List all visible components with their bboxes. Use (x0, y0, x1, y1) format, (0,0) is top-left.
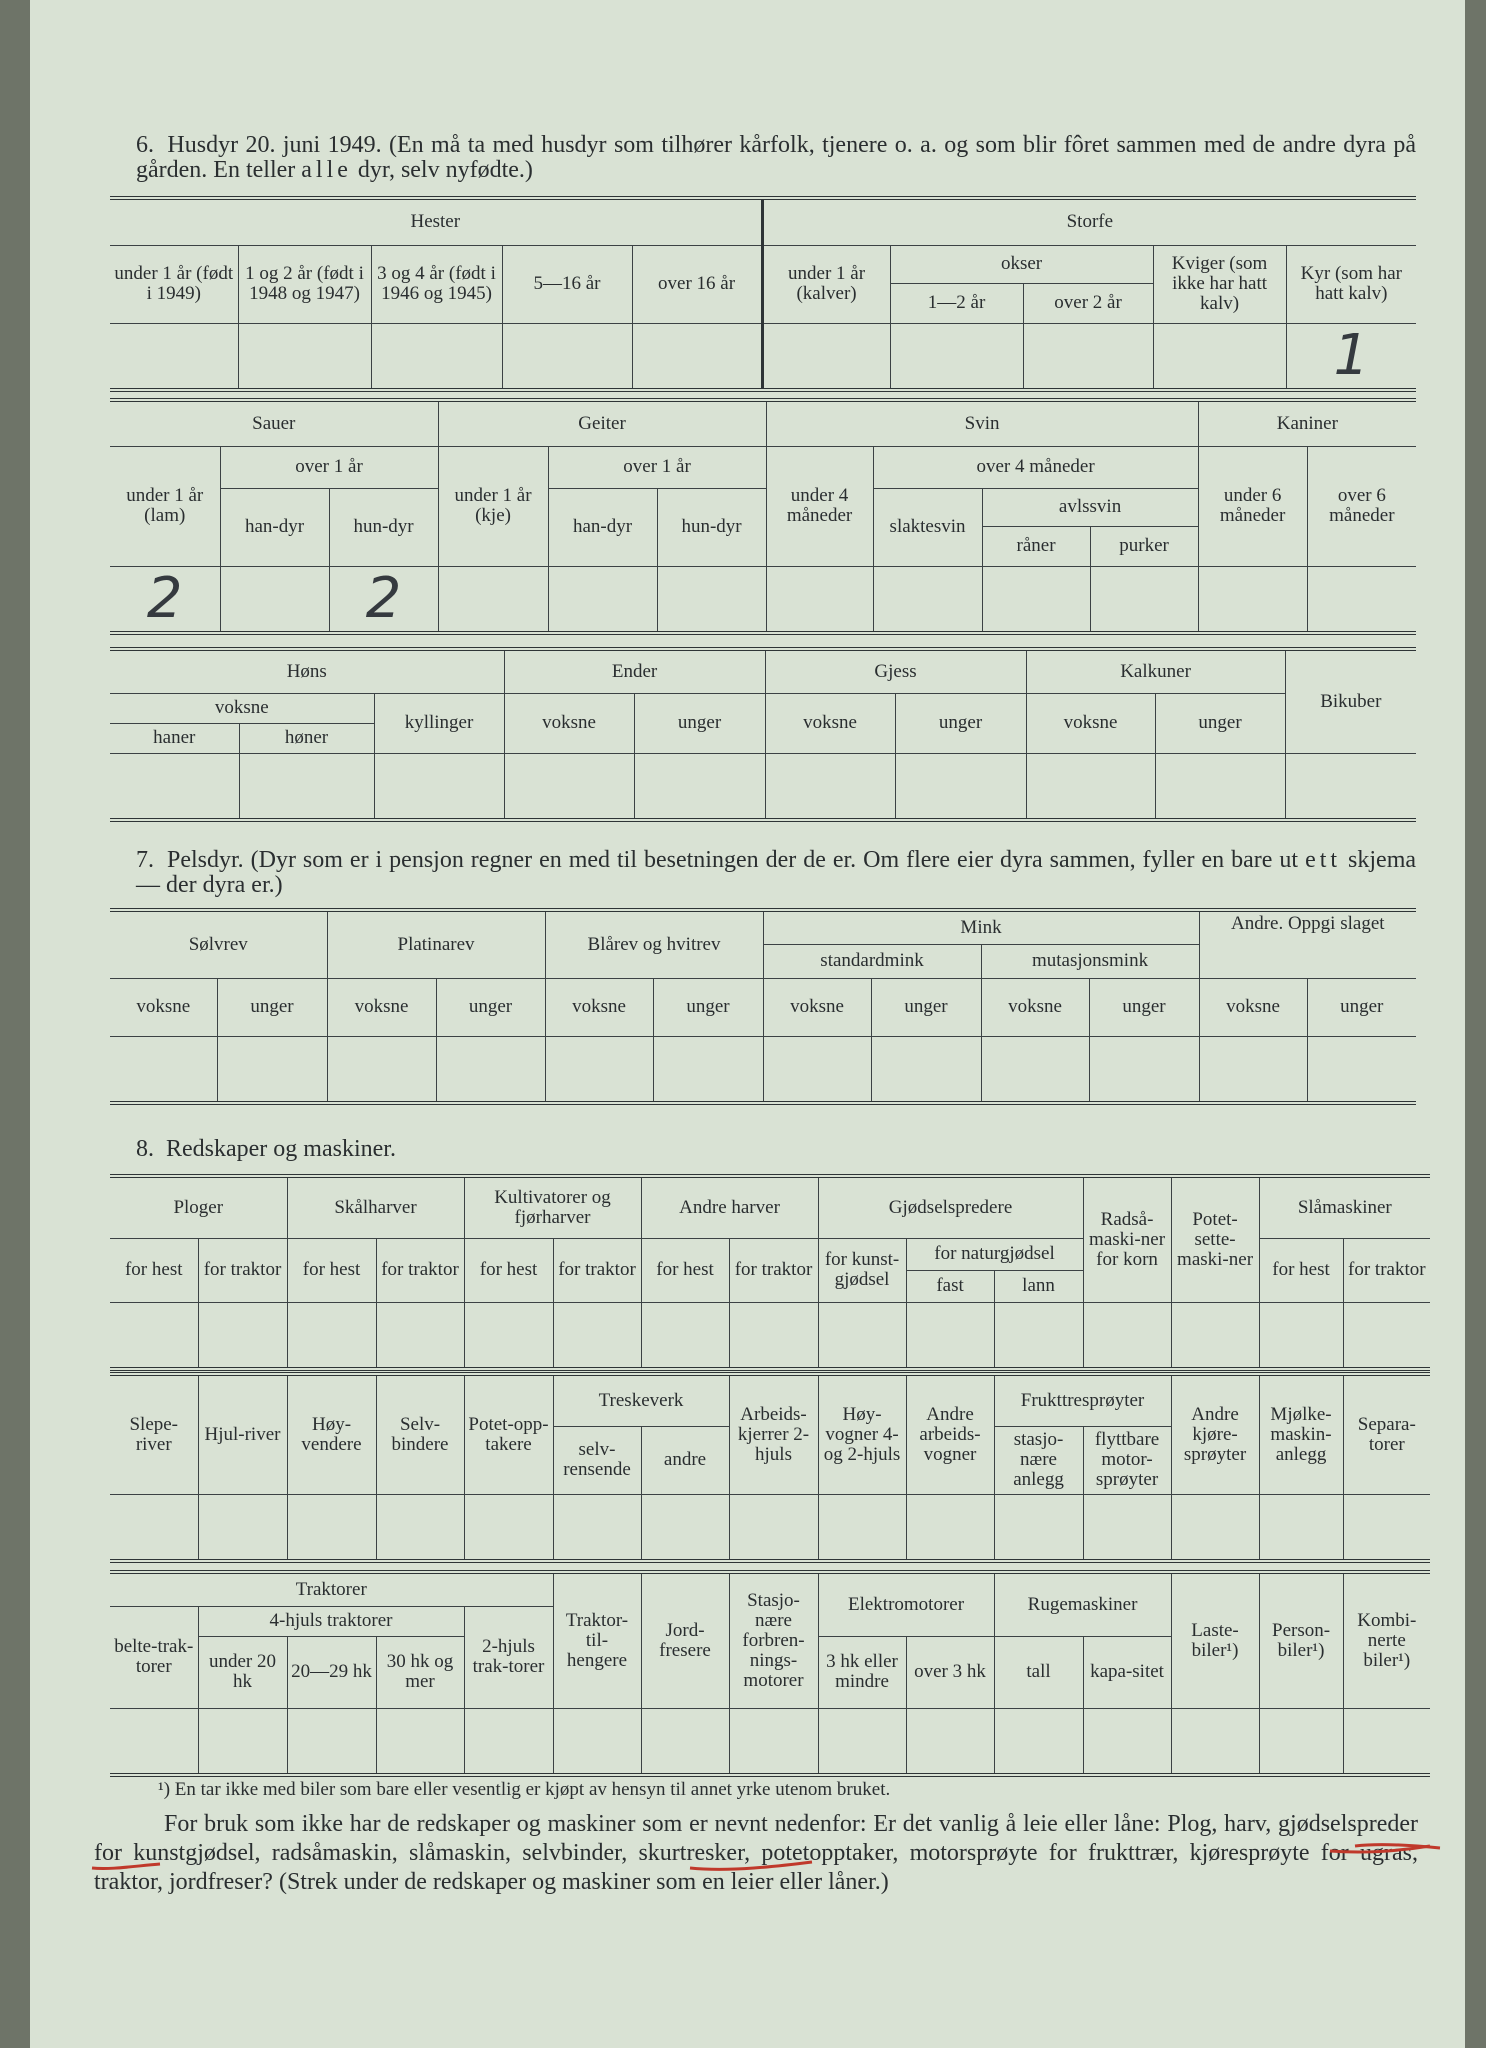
header-ploger: Ploger (110, 1176, 287, 1238)
entry-cell[interactable] (198, 1708, 287, 1775)
entry-cell[interactable] (376, 1708, 464, 1775)
col-for-naturgjodsel: for naturgjødsel (906, 1238, 1083, 1270)
col-hester-5-16: 5—16 år (502, 245, 632, 323)
table-redskaper-1 (110, 1174, 1430, 1371)
entry-cell[interactable] (110, 1302, 198, 1369)
entry-cell[interactable] (436, 1036, 545, 1103)
entry-cell[interactable] (548, 566, 657, 633)
col-svin-purker: purker (1090, 526, 1198, 566)
col-stasjonaere-anlegg: stasjo-nære anlegg (994, 1426, 1083, 1494)
col-2hjuls-traktorer: 2-hjuls trak-torer (464, 1606, 553, 1708)
col-hester-under1: under 1 år (født i 1949) (110, 245, 238, 323)
col-separatorer: Separa-torer (1343, 1374, 1430, 1494)
entry-cell[interactable] (374, 753, 504, 820)
col-voksne: voksne (763, 978, 871, 1036)
entry-cell[interactable] (818, 1302, 906, 1369)
col-unger: unger (1089, 978, 1199, 1036)
table-pelsdyr (110, 908, 1416, 1105)
entry-cell[interactable] (763, 1036, 871, 1103)
entry-cell[interactable] (198, 1494, 287, 1561)
col-hons-honer: høner (239, 723, 374, 753)
col-hester-1-2: 1 og 2 år (født i 1948 og 1947) (238, 245, 371, 323)
col-traktortilhengere: Traktor-til-hengere (553, 1572, 641, 1708)
entry-cell[interactable] (981, 1036, 1089, 1103)
entry-cell[interactable] (220, 566, 329, 633)
entry-cell[interactable] (994, 1302, 1083, 1369)
col-voksne: voksne (327, 978, 436, 1036)
col-andre-kjoresproyter: Andre kjøre-sprøyter (1171, 1374, 1259, 1494)
col-kombinerte-biler: Kombi-nerte biler¹) (1343, 1572, 1430, 1708)
entry-cell[interactable] (464, 1494, 553, 1561)
section7-title (136, 848, 1416, 898)
header-blarev: Blårev og hvitrev (545, 910, 763, 978)
entry-cell[interactable] (994, 1708, 1083, 1775)
col-for-traktor: for traktor (376, 1238, 464, 1302)
col-sauer-hundyr: hun-dyr (329, 488, 438, 566)
entry-cell[interactable] (873, 566, 982, 633)
entry-cell[interactable] (1089, 1036, 1199, 1103)
col-tall: tall (994, 1636, 1083, 1708)
section8-title (136, 1137, 396, 1162)
col-potetopptakere: Potet-opp-takere (464, 1374, 553, 1494)
col-andre-treskeverk: andre (641, 1426, 729, 1494)
header-potetsettemaskiner: Potet-sette-maski-ner (1171, 1176, 1259, 1302)
col-20-29hk: 20—29 hk (287, 1636, 376, 1708)
header-traktorer: Traktorer (110, 1572, 553, 1606)
col-okser-over2: over 2 år (1023, 283, 1153, 323)
entry-cell[interactable] (634, 753, 765, 820)
col-hons-kyllinger: kyllinger (374, 693, 504, 753)
section8-number: 8. (136, 1136, 154, 1162)
section6-title-end: dyr, selv nyfødte.) (357, 157, 533, 183)
col-for-traktor: for traktor (553, 1238, 641, 1302)
col-storfe-kyr: Kyr (som har hatt kalv) (1286, 245, 1416, 323)
header-sauer: Sauer (110, 400, 438, 446)
entry-cell[interactable] (376, 1494, 464, 1561)
col-hester-3-4: 3 og 4 år (født i 1946 og 1945) (371, 245, 502, 323)
entry-cell[interactable] (906, 1302, 994, 1369)
entry-cell[interactable] (1307, 1036, 1416, 1103)
col-for-kunstgjodsel: for kunst-gjødsel (818, 1238, 906, 1302)
entry-cell[interactable] (464, 1302, 553, 1369)
col-hons-haner: haner (110, 723, 239, 753)
entry-cell[interactable] (632, 323, 762, 390)
entry-cell[interactable] (1171, 1302, 1259, 1369)
section6-title (136, 133, 1416, 183)
entry-cell[interactable] (371, 323, 502, 390)
entry-cell[interactable] (906, 1494, 994, 1561)
entry-cell[interactable] (438, 566, 548, 633)
header-gjess: Gjess (765, 649, 1026, 693)
header-andre-pelsdyr: Andre. Oppgi slaget (1199, 910, 1416, 978)
entry-cell[interactable] (464, 1708, 553, 1775)
entry-cell[interactable] (1307, 566, 1416, 633)
col-gjess-unger: unger (895, 693, 1026, 753)
col-kalkuner-unger: unger (1155, 693, 1285, 753)
header-svin: Svin (766, 400, 1198, 446)
table-redskaper-2 (110, 1372, 1430, 1563)
header-gjodselspredere: Gjødselspredere (818, 1176, 1083, 1238)
entry-cell[interactable] (1083, 1302, 1171, 1369)
entry-cell[interactable] (110, 1708, 198, 1775)
col-voksne: voksne (110, 978, 217, 1036)
entry-cell[interactable] (1153, 323, 1286, 390)
header-mutasjonsmink: mutasjonsmink (981, 944, 1199, 978)
entry-cell[interactable] (376, 1302, 464, 1369)
entry-cell[interactable] (553, 1708, 641, 1775)
entry-cell[interactable] (553, 1494, 641, 1561)
entry-cell[interactable] (729, 1302, 818, 1369)
table-hester-storfe (110, 196, 1416, 392)
entry-cell[interactable] (327, 1036, 436, 1103)
entry-cell[interactable] (110, 753, 239, 820)
entry-cell[interactable] (765, 753, 895, 820)
header-radsamaskiner: Radså-maski-ner for korn (1083, 1176, 1171, 1302)
col-arbeidskjerrer: Arbeids-kjerrer 2-hjuls (729, 1374, 818, 1494)
col-flyttbare-motorsproyter: flyttbare motor-sprøyter (1083, 1426, 1171, 1494)
entry-cell[interactable] (906, 1708, 994, 1775)
table-fjorfe (110, 647, 1416, 822)
col-30hk-og-mer: 30 hk og mer (376, 1636, 464, 1708)
header-platinarev: Platinarev (327, 910, 545, 978)
entry-cell[interactable] (553, 1302, 641, 1369)
entry-cell[interactable] (1343, 1494, 1430, 1561)
entry-sauer-lam-value[interactable]: 2 (110, 566, 220, 633)
col-andre-arbeidsvogner: Andre arbeids-vogner (906, 1374, 994, 1494)
section6-title-emph: alle (301, 157, 352, 183)
entry-cell[interactable] (1090, 566, 1198, 633)
col-selvrensende: selv-rensende (553, 1426, 641, 1494)
col-personbiler: Person-biler¹) (1259, 1572, 1343, 1708)
section8-title-text: Redskaper og maskiner. (166, 1136, 396, 1162)
entry-cell[interactable] (545, 1036, 653, 1103)
section7-title-end: skjema — der dyra er.) (136, 847, 1417, 898)
entry-cell[interactable] (1259, 1708, 1343, 1775)
entry-cell[interactable] (729, 1494, 818, 1561)
entry-cell[interactable] (238, 323, 371, 390)
col-geiter-kje: under 1 år (kje) (438, 446, 548, 566)
col-unger: unger (436, 978, 545, 1036)
col-kalkuner-voksne: voksne (1026, 693, 1155, 753)
col-sauer-handyr: han-dyr (220, 488, 329, 566)
col-jordfresere: Jord-fresere (641, 1572, 729, 1708)
entry-cell[interactable] (1259, 1302, 1343, 1369)
closing-text: For bruk som ikke har de redskaper og maskiner som er nevnt nedenfor: Er det vanlig å leie eller låne: Plog, harv, gjødselspreder for kunstgjødsel, radsåmaskin, slåmaskin, selvbinder, skurtresker, potetopptaker, motorsprøyte for frukttrær, kjøresprøyte for ugras, traktor, jordfreser? (Strek under de redskaper og maskiner som en leier eller låner.) (94, 1811, 1418, 1895)
header-treskeverk: Treskeverk (553, 1374, 729, 1426)
col-for-hest: for hest (1259, 1238, 1343, 1302)
entry-cell[interactable] (287, 1708, 376, 1775)
entry-cell[interactable] (729, 1708, 818, 1775)
entry-cell[interactable] (110, 323, 238, 390)
entry-cell[interactable] (766, 566, 873, 633)
col-hester-over16: over 16 år (632, 245, 762, 323)
entry-cell[interactable] (895, 753, 1026, 820)
section6-number: 6. (136, 132, 154, 158)
col-voksne: voksne (981, 978, 1089, 1036)
col-for-traktor: for traktor (1343, 1238, 1430, 1302)
col-geiter-handyr: han-dyr (548, 488, 657, 566)
entry-cell[interactable] (982, 566, 1090, 633)
header-slamaskiner: Slåmaskiner (1259, 1176, 1430, 1238)
entry-cell[interactable] (994, 1494, 1083, 1561)
col-storfe-okser: okser (890, 245, 1153, 283)
entry-cell[interactable] (818, 1708, 906, 1775)
entry-cell[interactable] (1343, 1708, 1430, 1775)
entry-cell[interactable] (818, 1494, 906, 1561)
header-ender: Ender (504, 649, 765, 693)
header-rugemaskiner: Rugemaskiner (994, 1572, 1171, 1636)
header-storfe: Storfe (762, 198, 1416, 245)
section6-title-text: Husdyr 20. juni 1949. (En må ta med husdyr som tilhører kårfolk, tjenere o. a. og som blir fôret sammen med de andre dyra på gården. En teller (136, 132, 1416, 183)
col-svin-under4: under 4 måneder (766, 446, 873, 566)
col-for-traktor: for traktor (729, 1238, 818, 1302)
col-ender-voksne: voksne (504, 693, 634, 753)
header-mink: Mink (763, 910, 1199, 944)
col-lastebiler: Laste-biler¹) (1171, 1572, 1259, 1708)
col-hjulriver: Hjul-river (198, 1374, 287, 1494)
entry-cell[interactable] (1259, 1494, 1343, 1561)
entry-cell[interactable] (890, 323, 1023, 390)
col-voksne: voksne (545, 978, 653, 1036)
col-unger: unger (217, 978, 327, 1036)
section7-title-text: Pelsdyr. (Dyr som er i pensjon regner en med til besetningen der de er. Om flere eier dyra sammen, fyller en bare ut (166, 847, 1299, 873)
entry-cell[interactable] (1083, 1708, 1171, 1775)
col-voksne: voksne (1199, 978, 1307, 1036)
header-kultivatorer: Kultivatorer og fjørharver (464, 1176, 641, 1238)
section7-number: 7. (136, 847, 154, 873)
col-unger: unger (1307, 978, 1416, 1036)
entry-cell[interactable] (239, 753, 374, 820)
header-standardmink: standardmink (763, 944, 981, 978)
closing-paragraph (94, 1810, 1418, 1897)
entry-cell[interactable] (871, 1036, 981, 1103)
col-over-3hk: over 3 hk (906, 1636, 994, 1708)
col-sauer-lam: under 1 år (lam) (110, 446, 220, 566)
col-stasjonaere-motorer: Stasjo-nære forbren-nings-motorer (729, 1572, 818, 1708)
section7-title-emph: ett (1305, 847, 1342, 873)
col-ender-unger: unger (634, 693, 765, 753)
col-geiter-hundyr: hun-dyr (657, 488, 766, 566)
col-svin-avlssvin: avlssvin (982, 488, 1198, 526)
col-for-traktor: for traktor (198, 1238, 287, 1302)
entry-cell[interactable] (641, 1708, 729, 1775)
col-selvbindere: Selv-bindere (376, 1374, 464, 1494)
entry-cell[interactable] (1343, 1302, 1430, 1369)
entry-cell[interactable] (1155, 753, 1285, 820)
col-geiter-over1: over 1 år (548, 446, 766, 488)
entry-cell[interactable] (1026, 753, 1155, 820)
entry-cell[interactable] (1199, 1036, 1307, 1103)
col-for-hest: for hest (287, 1238, 376, 1302)
header-4hjuls-traktorer: 4-hjuls traktorer (198, 1606, 464, 1636)
col-hons-voksne: voksne (110, 693, 374, 723)
entry-cell[interactable] (287, 1494, 376, 1561)
header-elektromotorer: Elektromotorer (818, 1572, 994, 1636)
col-svin-raner: råner (982, 526, 1090, 566)
col-svin-slaktesvin: slaktesvin (873, 488, 982, 566)
header-kaniner: Kaniner (1198, 400, 1416, 446)
col-svin-over4: over 4 måneder (873, 446, 1198, 488)
entry-cell[interactable] (641, 1494, 729, 1561)
entry-cell[interactable] (217, 1036, 327, 1103)
col-sauer-over1: over 1 år (220, 446, 438, 488)
entry-cell[interactable] (1171, 1494, 1259, 1561)
table-sauer-geiter-svin-kaniner (110, 398, 1416, 635)
entry-cell[interactable] (1083, 1494, 1171, 1561)
col-unger: unger (871, 978, 981, 1036)
col-beltetraktorer: belte-trak-torer (110, 1606, 198, 1708)
col-lann: lann (994, 1270, 1083, 1302)
col-storfe-kviger: Kviger (som ikke har hatt kalv) (1153, 245, 1286, 323)
col-storfe-kalver: under 1 år (kalver) (762, 245, 890, 323)
header-skalharver: Skålharver (287, 1176, 464, 1238)
col-for-hest: for hest (464, 1238, 553, 1302)
header-hester: Hester (110, 198, 762, 245)
entry-cell[interactable] (1171, 1708, 1259, 1775)
col-3hk-eller-mindre: 3 hk eller mindre (818, 1636, 906, 1708)
col-for-hest: for hest (641, 1238, 729, 1302)
header-bikuber: Bikuber (1285, 649, 1416, 753)
entry-sauer-hundyr-value[interactable]: 2 (329, 566, 438, 633)
entry-cell[interactable] (504, 753, 634, 820)
entry-cell[interactable] (1198, 566, 1307, 633)
entry-cell[interactable] (502, 323, 632, 390)
header-andre-harver: Andre harver (641, 1176, 818, 1238)
col-kaniner-over6: over 6 måneder (1307, 446, 1416, 566)
col-mjolkemaskinanlegg: Mjølke-maskin-anlegg (1259, 1374, 1343, 1494)
entry-cell[interactable] (1023, 323, 1153, 390)
entry-kyr-value[interactable]: 1 (1286, 323, 1416, 390)
table-redskaper-3 (110, 1570, 1430, 1777)
col-sleperiver: Slepe-river (110, 1374, 198, 1494)
entry-cell[interactable] (762, 323, 890, 390)
col-for-hest: for hest (110, 1238, 198, 1302)
col-hoyvendere: Høy-vendere (287, 1374, 376, 1494)
entry-cell[interactable] (110, 1036, 217, 1103)
header-geiter: Geiter (438, 400, 766, 446)
entry-cell[interactable] (110, 1494, 198, 1561)
entry-cell[interactable] (641, 1302, 729, 1369)
entry-cell[interactable] (198, 1302, 287, 1369)
col-fast: fast (906, 1270, 994, 1302)
footnote: ¹) En tar ikke med biler som bare eller vesentlig er kjøpt av hensyn til annet yrke utenom bruket. (158, 1779, 891, 1800)
col-hoyvogner: Høy-vogner 4- og 2-hjuls (818, 1374, 906, 1494)
entry-cell[interactable] (657, 566, 766, 633)
header-kalkuner: Kalkuner (1026, 649, 1285, 693)
header-frukttresproyter: Frukttresprøyter (994, 1374, 1171, 1426)
col-kaniner-under6: under 6 måneder (1198, 446, 1307, 566)
col-gjess-voksne: voksne (765, 693, 895, 753)
col-okser-1-2: 1—2 år (890, 283, 1023, 323)
header-solvrev: Sølvrev (110, 910, 327, 978)
col-unger: unger (653, 978, 763, 1036)
header-hons: Høns (110, 649, 504, 693)
col-under-20hk: under 20 hk (198, 1636, 287, 1708)
entry-cell[interactable] (1285, 753, 1416, 820)
entry-cell[interactable] (287, 1302, 376, 1369)
col-kapasitet: kapa-sitet (1083, 1636, 1171, 1708)
entry-cell[interactable] (653, 1036, 763, 1103)
